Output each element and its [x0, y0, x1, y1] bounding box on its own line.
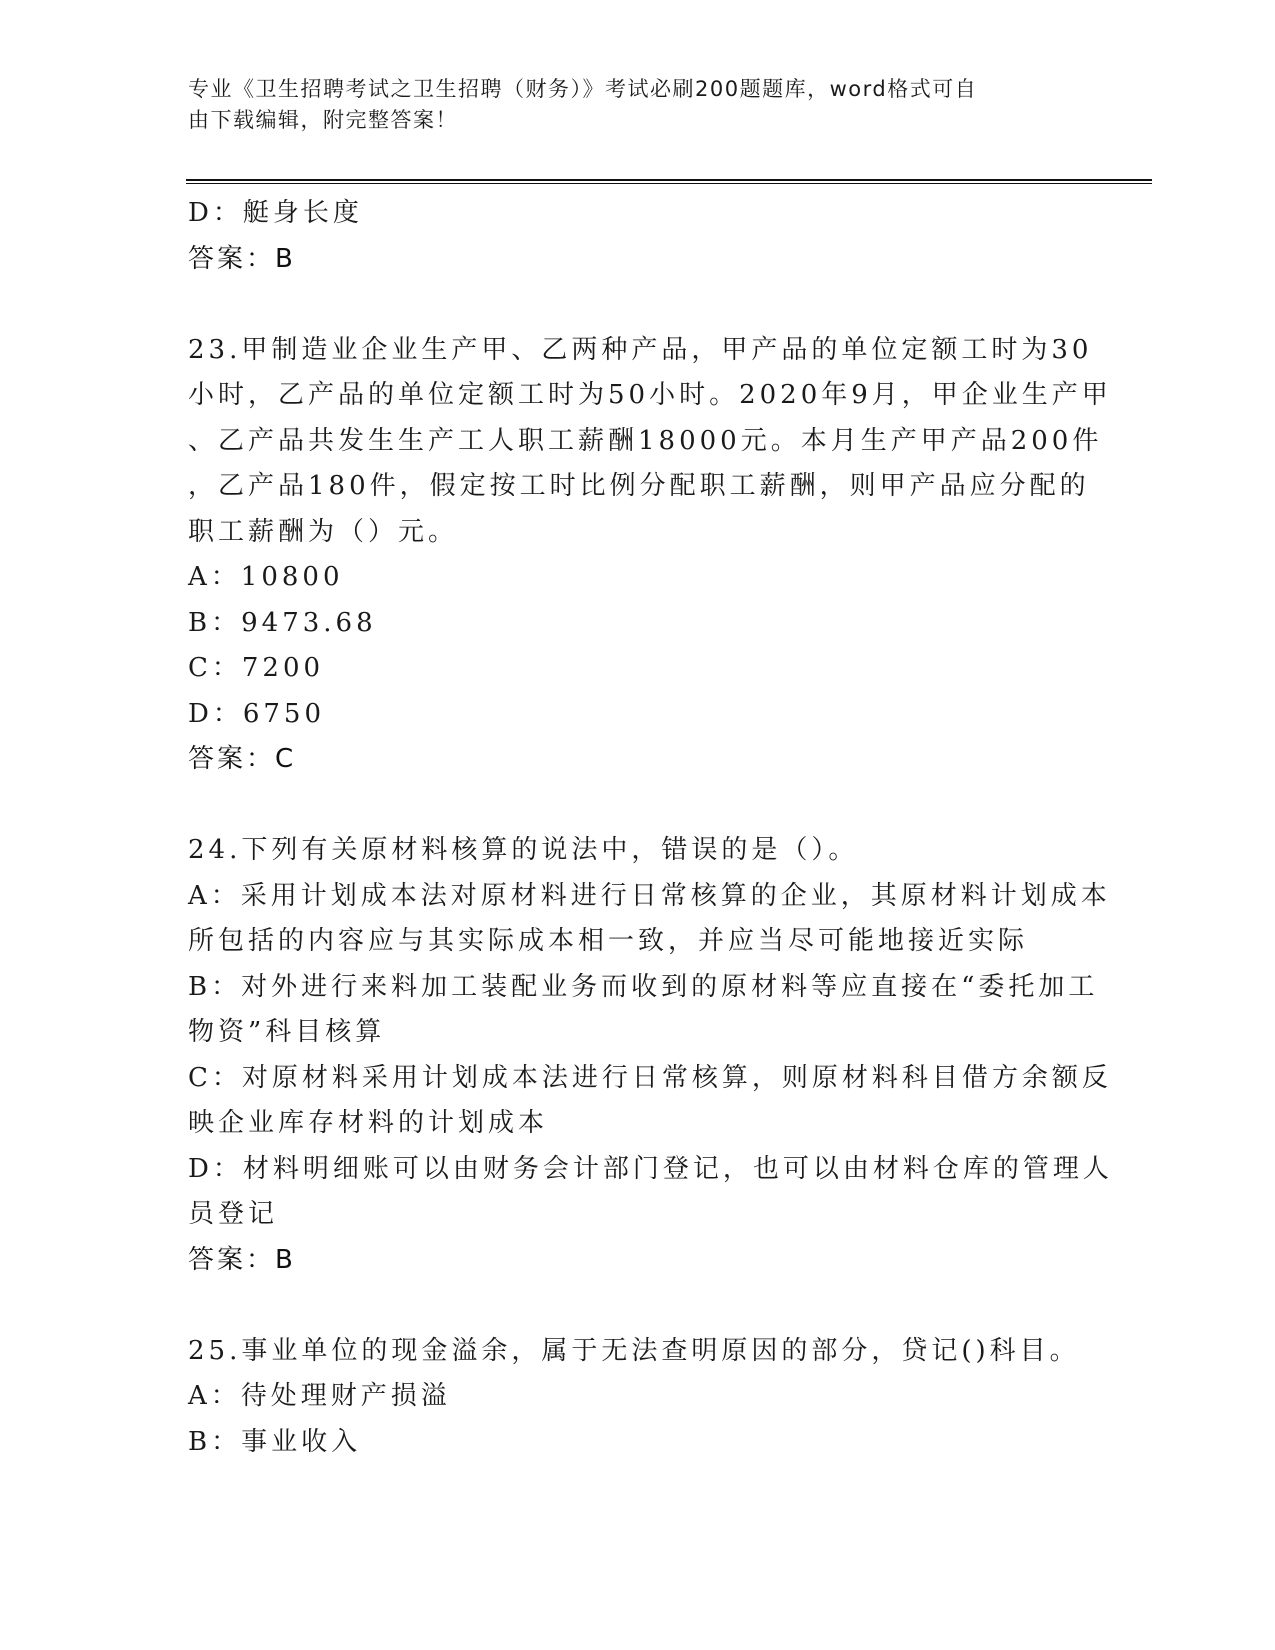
question-stem-line: 24.下列有关原材料核算的说法中，错误的是（）。 — [188, 835, 859, 865]
option-d-continued: 员登记 — [188, 1199, 279, 1229]
question-23 — [188, 328, 1112, 783]
document-header — [188, 74, 1068, 136]
answer-line: 答案：C — [188, 744, 297, 774]
question-22-tail — [188, 191, 1088, 282]
question-list — [188, 191, 1113, 1465]
option-a: A：待处理财产损溢 — [188, 1381, 451, 1411]
option-b: B：对外进行来料加工装配业务而收到的原材料等应直接在“委托加工 — [188, 971, 1099, 1002]
question-stem-line: 、乙产品共发生生产工人职工薪酬18000元。本月生产甲产品200件 — [188, 425, 1103, 456]
question-stem-line: 职工薪酬为（）元。 — [188, 516, 459, 547]
answer-line: 答案：B — [188, 243, 296, 274]
header-line-2: 由下载编辑，附完整答案！ — [188, 108, 458, 132]
spacer — [188, 282, 1088, 328]
spacer — [188, 1283, 1088, 1329]
option-b: B：事业收入 — [188, 1426, 362, 1457]
question-stem-line: 小时，乙产品的单位定额工时为50小时。2020年9月，甲企业生产甲 — [188, 380, 1112, 410]
option-a-continued: 所包括的内容应与其实际成本相一致，并应当尽可能地接近实际 — [188, 926, 1029, 956]
option-d: D：6750 — [188, 698, 326, 729]
spacer — [188, 783, 1088, 829]
option-d: D：艇身长度 — [188, 198, 363, 228]
question-25 — [188, 1329, 1088, 1466]
header-line-1: 专业《卫生招聘考试之卫生招聘（财务）》考试必刷200题题库，word格式可自 — [188, 77, 978, 101]
option-b-continued: 物资”科目核算 — [188, 1017, 386, 1047]
option-a: A：采用计划成本法对原材料进行日常核算的企业，其原材料计划成本 — [188, 880, 1111, 911]
option-d: D：材料明细账可以由财务会计部门登记，也可以由材料仓库的管理人 — [188, 1153, 1113, 1184]
option-a: A：10800 — [188, 562, 344, 592]
question-stem-line: 23.甲制造业企业生产甲、乙两种产品，甲产品的单位定额工时为30 — [188, 334, 1093, 365]
option-b: B：9473.68 — [188, 607, 377, 638]
option-c: C：7200 — [188, 653, 325, 683]
header-rule-thick — [186, 179, 1152, 181]
question-24 — [188, 828, 1113, 1283]
question-stem-line: ，乙产品180件，假定按工时比例分配职工薪酬，则甲产品应分配的 — [188, 471, 1090, 501]
answer-line: 答案：B — [188, 1244, 296, 1275]
option-c: C：对原材料采用计划成本法进行日常核算，则原材料科目借方余额反 — [188, 1062, 1112, 1093]
header-rule-thin — [186, 183, 1152, 184]
question-stem-line: 25.事业单位的现金溢余，属于无法查明原因的部分，贷记()科目。 — [188, 1335, 1080, 1366]
option-c-continued: 映企业库存材料的计划成本 — [188, 1108, 549, 1138]
